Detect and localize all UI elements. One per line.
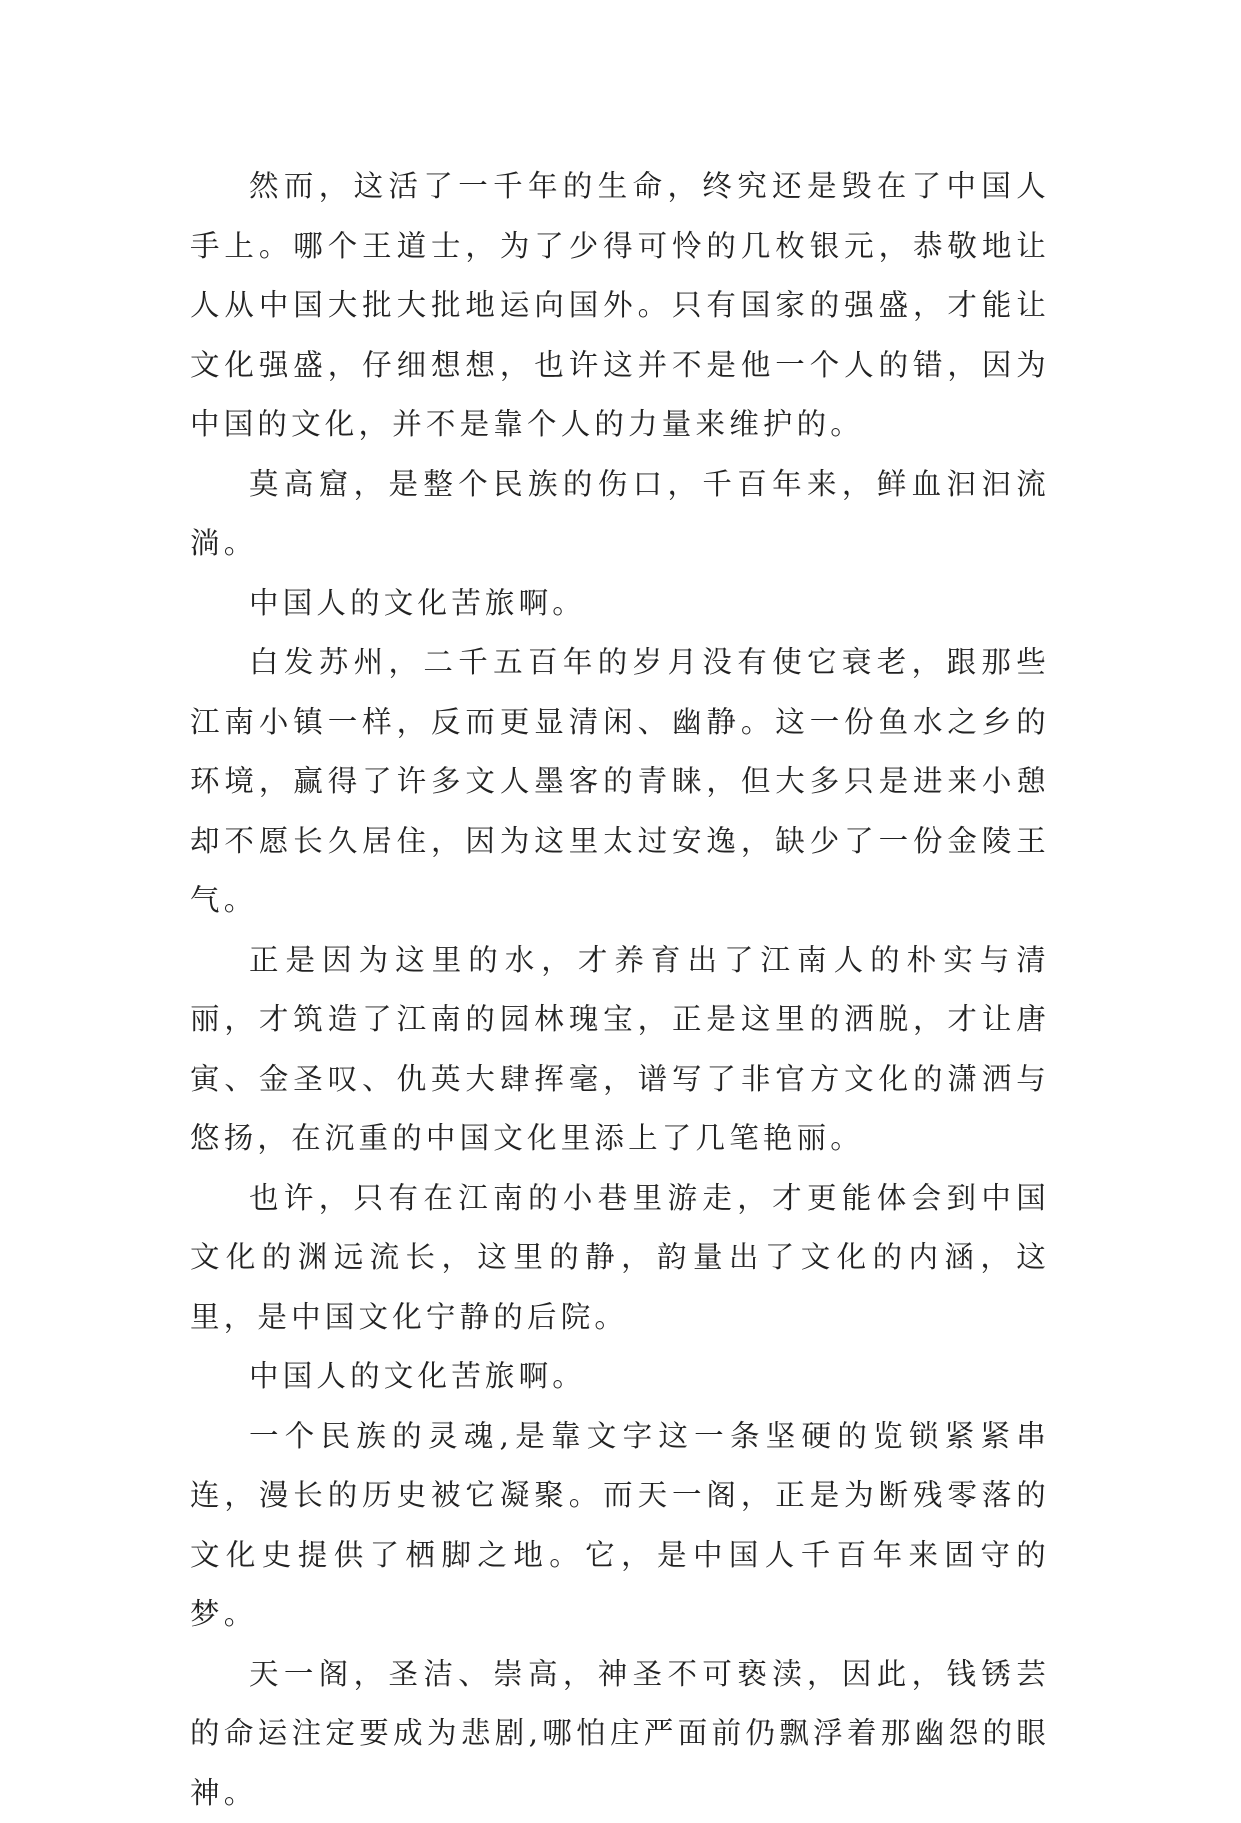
- paragraph-7: 中国人的文化苦旅啊。: [190, 1347, 1050, 1407]
- paragraph-8: 一个民族的灵魂,是靠文字这一条坚硬的览锁紧紧串连，漫长的历史被它凝聚。而天一阁，正是为断残零落的文化史提供了栖脚之地。它，是中国人千百年来固守的梦。: [190, 1407, 1050, 1645]
- paragraph-5: 正是因为这里的水，才养育出了江南人的朴实与清丽，才筑造了江南的园林瑰宝，正是这里的洒脱，才让唐寅、金圣叹、仇英大肆挥毫，谱写了非官方文化的潇洒与悠扬，在沉重的中国文化里添上了几笔艳丽。: [190, 931, 1050, 1169]
- paragraph-2: 莫高窟，是整个民族的伤口，千百年来，鲜血汩汩流淌。: [190, 455, 1050, 574]
- paragraph-4: 白发苏州，二千五百年的岁月没有使它衰老，跟那些江南小镇一样，反而更显清闲、幽静。这一份鱼水之乡的环境，赢得了许多文人墨客的青睐，但大多只是进来小憩却不愿长久居住，因为这里太过安逸，缺少了一份金陵王气。: [190, 633, 1050, 931]
- paragraph-1: 然而，这活了一千年的生命，终究还是毁在了中国人手上。哪个王道士，为了少得可怜的几枚银元，恭敬地让人从中国大批大批地运向国外。只有国家的强盛，才能让文化强盛，仔细想想，也许这并不是他一个人的错，因为中国的文化，并不是靠个人的力量来维护的。: [190, 157, 1050, 455]
- paragraph-9: 天一阁，圣洁、崇高，神圣不可亵渎，因此，钱锈芸的命运注定要成为悲剧,哪怕庄严面前仍飘浮着那幽怨的眼神。: [190, 1645, 1050, 1823]
- essay-body: [190, 157, 1050, 1823]
- paragraph-6: 也许，只有在江南的小巷里游走，才更能体会到中国文化的渊远流长，这里的静，韵量出了文化的内涵，这里，是中国文化宁静的后院。: [190, 1169, 1050, 1348]
- paragraph-3: 中国人的文化苦旅啊。: [190, 574, 1050, 634]
